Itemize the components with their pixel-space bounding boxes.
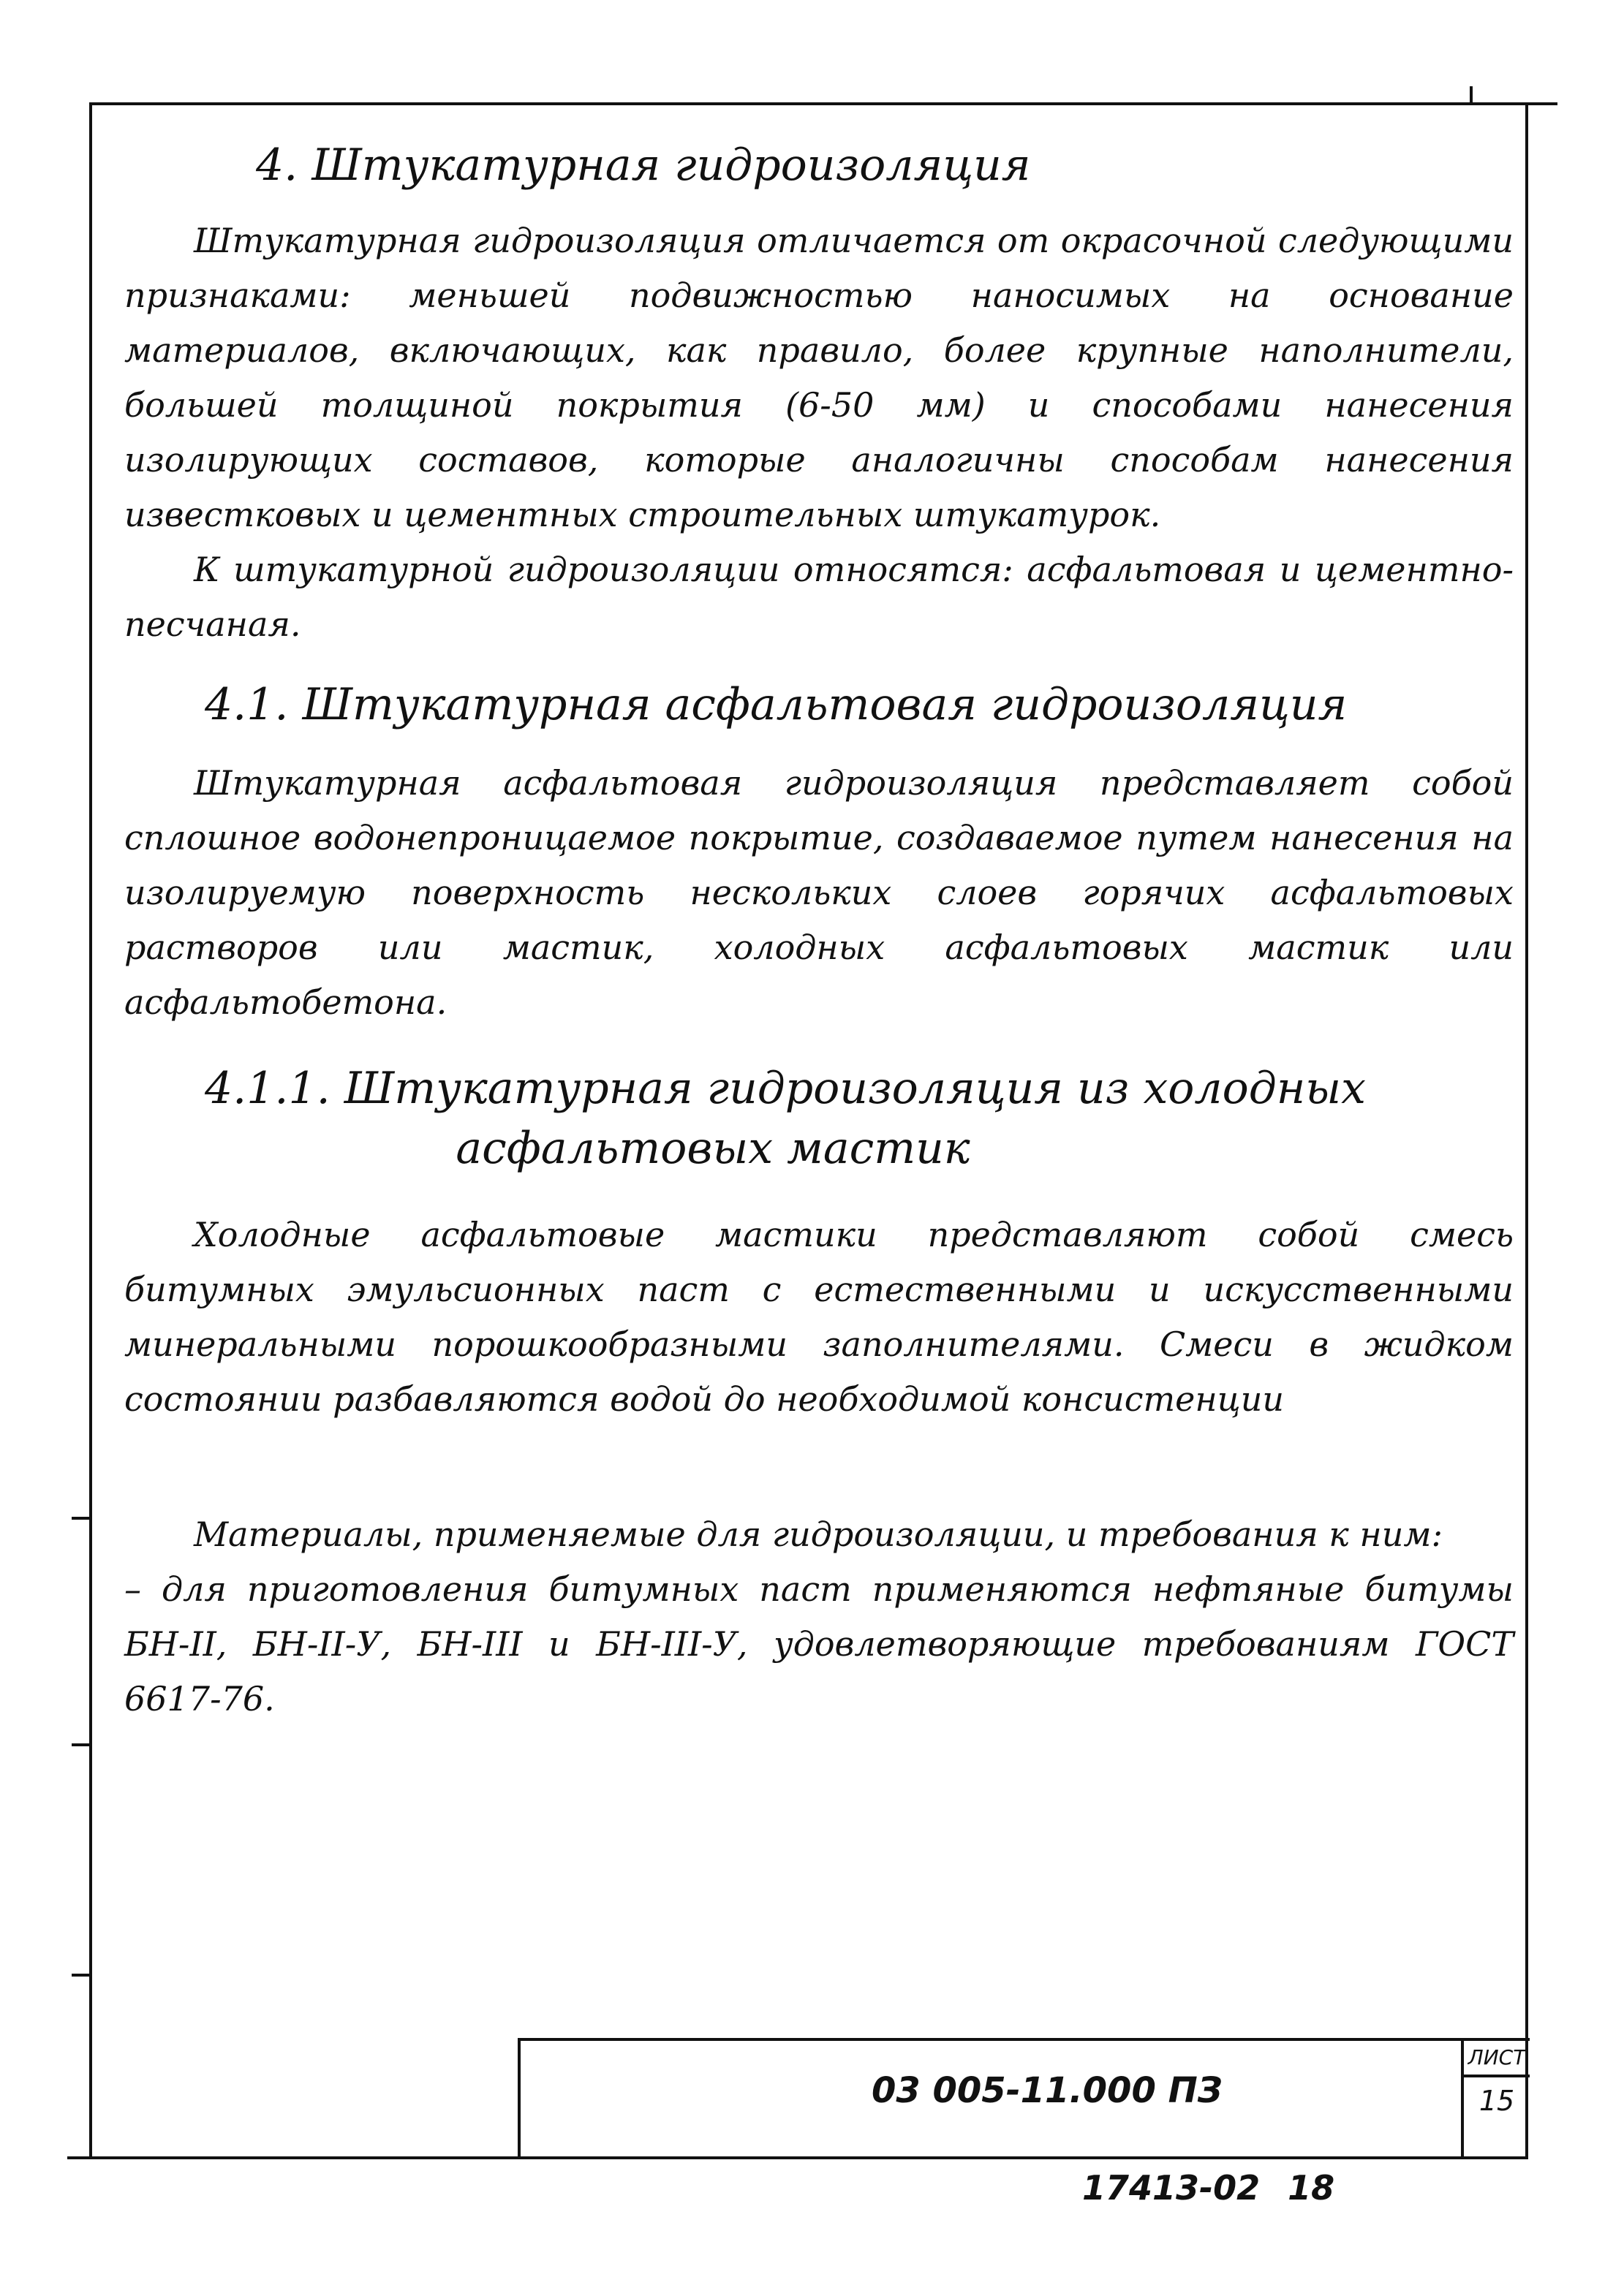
paragraph-plaster-waterproofing-types: К штукатурной гидроизоляции относятся: асфальтовая и цементно-песчаная. [124,550,1514,644]
document-content [124,139,1514,1727]
heading-section-4: 4. Штукатурная гидроизоляция [256,140,1031,191]
heading-section-4-1-1-line2: асфальтовых мастик [456,1122,970,1174]
heading-section-4-1: 4.1. Штукатурная асфальтовая гидроизоляция [205,679,1348,730]
frame-top-tick [1470,86,1473,102]
margin-mark [72,1743,91,1746]
margin-mark [72,1974,91,1977]
paragraph-plaster-waterproofing-definition: Штукатурная гидроизоляция отличается от окрасочной следующими признаками: меньшей подвижностью наносимых на основание материалов, включающих, как правило, более крупные наполнители, большей толщиной покрытия (6-50 мм) и способами нанесения изолирующих составов, которые аналогичны способам нанесения известковых и цементных строительных штукатурок. [124,221,1514,534]
paragraph-materials-intro: Материалы, применяемые для гидроизоляции, и требования к ним: [194,1515,1443,1555]
drawing-title-block [518,2038,1530,2158]
paragraph-asphalt-waterproofing: Штукатурная асфальтовая гидроизоляция представляет собой сплошное водонепроницаемое покрытие, создаваемое путем нанесения на изолируемую поверхность нескольких слоев горячих асфальтовых растворов или мастик, холодных асфальтовых мастик или асфальтобетона. [124,763,1514,1022]
frame-left-border [89,102,92,2156]
frame-right-border [1525,102,1528,2156]
paragraph-bitumen-requirements: – для приготовления битумных паст применяются нефтяные битумы БН-II, БН-II-У, БН-III и БН-III-У, удовлетворяющие требованиям ГОСТ 6617-76. [124,1569,1514,1719]
sheet-label: ЛИСТ [1464,2041,1530,2077]
sheet-number: 15 [1478,2085,1515,2117]
archive-stamp: 17413-02 18 [1082,2168,1335,2208]
paragraph-cold-asphalt-mastics: Холодные асфальтовые мастики представляют собой смесь битумных эмульсионных паст с естественными и искусственными минеральными порошкообразными заполнителями. Смеси в жидком состоянии разбавляются водой до необходимой консистенции [124,1215,1514,1420]
sheet-cell [1461,2041,1530,2156]
document-code: 03 005-11.000 ПЗ [872,2070,1223,2111]
heading-section-4-1-1 [205,1059,1514,1178]
heading-section-4-1-1-line1: 4.1.1. Штукатурная гидроизоляция из холодных [205,1063,1367,1114]
frame-top-border [89,102,1557,105]
margin-mark [72,1517,91,1520]
